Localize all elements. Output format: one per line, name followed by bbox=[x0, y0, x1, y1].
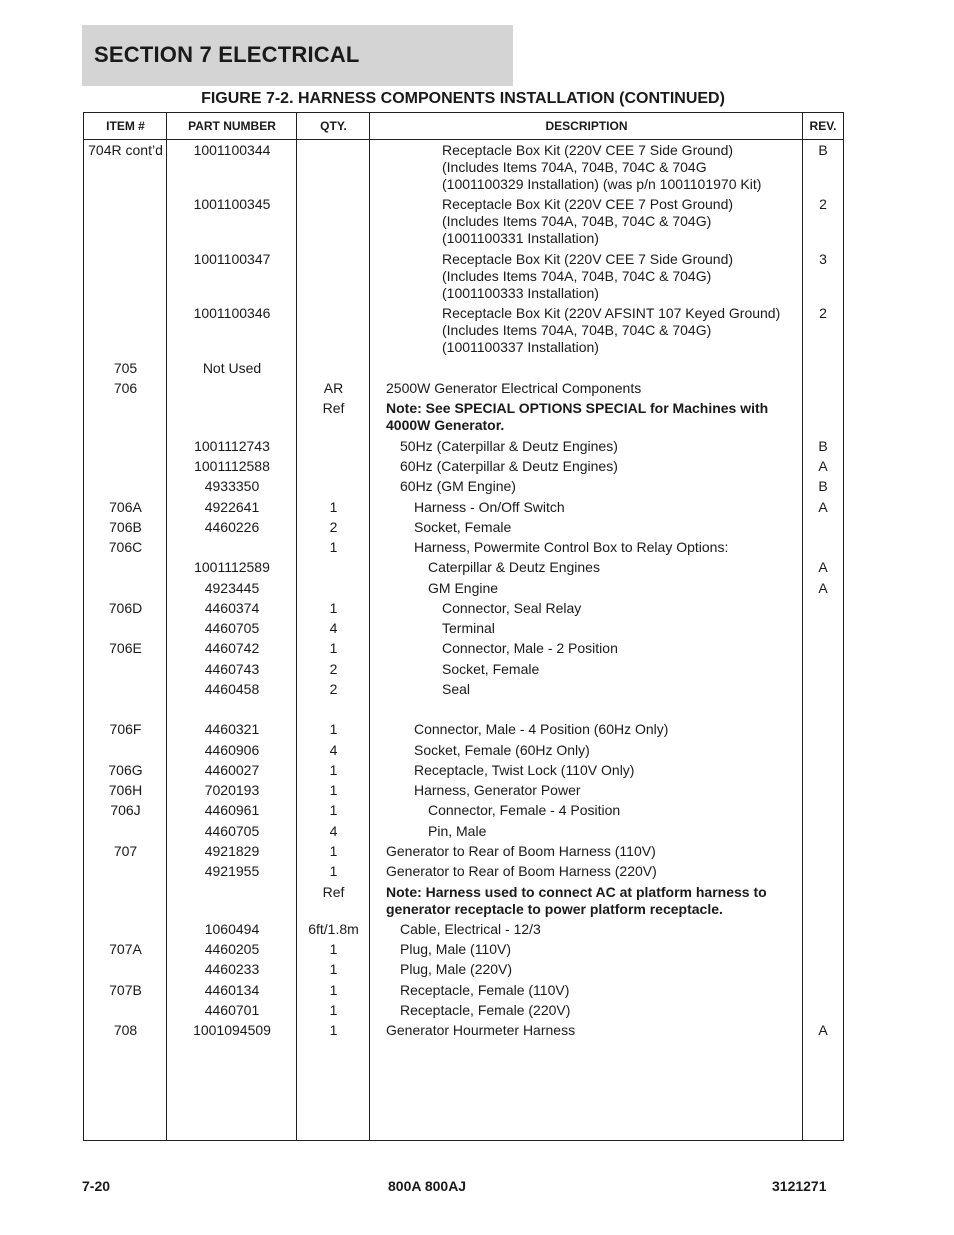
header-part-number: PART NUMBER bbox=[188, 119, 276, 133]
description-cell: Generator to Rear of Boom Harness (110V) bbox=[386, 843, 656, 859]
part-number-cell: 4460458 bbox=[204, 681, 260, 697]
qty-cell: 6ft/1.8m bbox=[308, 921, 359, 937]
rev-cell: 2 bbox=[819, 196, 827, 212]
description-cell: (Includes Items 704A, 704B, 704C & 704G) bbox=[442, 268, 712, 284]
part-number-cell: 4921829 bbox=[204, 843, 260, 859]
header-qty: QTY. bbox=[320, 119, 347, 133]
qty-cell: AR bbox=[323, 380, 344, 396]
description-cell: 50Hz (Caterpillar & Deutz Engines) bbox=[400, 438, 618, 454]
qty-cell: 1 bbox=[329, 762, 338, 778]
item-cell: 705 bbox=[113, 360, 138, 376]
part-number-cell: 1001112589 bbox=[194, 559, 270, 575]
item-cell: 706E bbox=[109, 640, 142, 656]
footer-doc-number: 3121271 bbox=[772, 1178, 827, 1194]
description-cell: Receptacle, Female (110V) bbox=[400, 982, 570, 998]
description-cell: (Includes Items 704A, 704B, 704C & 704G) bbox=[442, 322, 712, 338]
description-cell: Generator to Rear of Boom Harness (220V) bbox=[386, 863, 657, 879]
description-cell: generator receptacle to power platform receptacle. bbox=[386, 901, 723, 917]
part-number-cell: 4460705 bbox=[204, 620, 260, 636]
part-number-cell: 4460226 bbox=[204, 519, 260, 535]
part-number-cell: 4460205 bbox=[204, 941, 260, 957]
part-number-cell: 1001100347 bbox=[193, 251, 271, 267]
description-cell: Receptacle Box Kit (220V CEE 7 Side Ground) bbox=[442, 142, 734, 158]
description-cell: Harness, Powermite Control Box to Relay Options: bbox=[414, 539, 729, 555]
section-title: SECTION 7 ELECTRICAL bbox=[94, 42, 360, 67]
description-cell: 2500W Generator Electrical Components bbox=[386, 380, 642, 396]
description-cell: Socket, Female (60Hz Only) bbox=[414, 742, 590, 758]
part-number-cell: 4460134 bbox=[204, 982, 260, 998]
qty-cell: 1 bbox=[329, 982, 338, 998]
part-number-cell: 4460374 bbox=[204, 600, 260, 616]
qty-cell: 1 bbox=[329, 640, 338, 656]
part-number-cell: 1001112743 bbox=[194, 438, 270, 454]
item-cell: 706 bbox=[113, 380, 138, 396]
part-number-cell: 4921955 bbox=[204, 863, 260, 879]
rev-cell: B bbox=[818, 142, 828, 158]
qty-cell: 1 bbox=[329, 843, 338, 859]
qty-cell: Ref bbox=[322, 400, 345, 416]
part-number-cell: 4460027 bbox=[204, 762, 260, 778]
description-cell: Generator Hourmeter Harness bbox=[386, 1022, 576, 1038]
description-cell: Harness - On/Off Switch bbox=[414, 499, 565, 515]
description-cell: 4000W Generator. bbox=[386, 417, 505, 433]
qty-cell: 2 bbox=[329, 519, 338, 535]
description-cell: Receptacle Box Kit (220V CEE 7 Post Ground) bbox=[442, 196, 734, 212]
rev-cell: A bbox=[818, 458, 828, 474]
part-number-cell: 4460701 bbox=[204, 1002, 260, 1018]
item-cell: 706D bbox=[108, 600, 143, 616]
description-cell: Plug, Male (220V) bbox=[400, 961, 513, 977]
description-cell: (1001100333 Installation) bbox=[442, 285, 599, 301]
description-cell: (Includes Items 704A, 704B, 704C & 704G bbox=[442, 159, 707, 175]
item-cell: 706G bbox=[108, 762, 143, 778]
qty-cell: 4 bbox=[329, 823, 338, 839]
item-cell: 704R cont’d bbox=[88, 142, 163, 158]
description-cell: Receptacle Box Kit (220V CEE 7 Side Ground) bbox=[442, 251, 734, 267]
rev-cell: A bbox=[818, 559, 828, 575]
description-cell: Connector, Male - 2 Position bbox=[442, 640, 618, 656]
description-cell: GM Engine bbox=[428, 580, 499, 596]
description-cell: Plug, Male (110V) bbox=[400, 941, 512, 957]
description-cell: (1001100331 Installation) bbox=[442, 230, 599, 246]
description-cell: Harness, Generator Power bbox=[414, 782, 581, 798]
part-number-cell: 4923445 bbox=[204, 580, 260, 596]
qty-cell: 4 bbox=[329, 620, 338, 636]
part-number-cell: 4460742 bbox=[204, 640, 260, 656]
description-cell: 60Hz (Caterpillar & Deutz Engines) bbox=[400, 458, 618, 474]
part-number-cell: 4922641 bbox=[204, 499, 260, 515]
description-cell: Terminal bbox=[442, 620, 495, 636]
description-cell: Cable, Electrical - 12/3 bbox=[400, 921, 541, 937]
qty-cell: 2 bbox=[329, 681, 338, 697]
item-cell: 707 bbox=[113, 843, 138, 859]
qty-cell: 1 bbox=[329, 1002, 338, 1018]
qty-cell: 1 bbox=[329, 721, 338, 737]
description-cell: Connector, Male - 4 Position (60Hz Only) bbox=[414, 721, 669, 737]
description-cell: Receptacle, Twist Lock (110V Only) bbox=[414, 762, 635, 778]
qty-cell: 1 bbox=[329, 941, 338, 957]
description-cell: Receptacle Box Kit (220V AFSINT 107 Keyed Ground) bbox=[442, 305, 781, 321]
item-cell: 706F bbox=[109, 721, 142, 737]
part-number-cell: Not Used bbox=[202, 360, 262, 376]
description-cell: Seal bbox=[442, 681, 471, 697]
part-number-cell: 4933350 bbox=[204, 478, 260, 494]
part-number-cell: 1001100346 bbox=[193, 305, 271, 321]
qty-cell: 1 bbox=[329, 1022, 338, 1038]
part-number-cell: 1001100345 bbox=[193, 196, 271, 212]
part-number-cell: 4460705 bbox=[204, 823, 260, 839]
qty-cell: 2 bbox=[329, 661, 338, 677]
description-cell: Note: See SPECIAL OPTIONS SPECIAL for Machines with bbox=[386, 400, 769, 416]
description-cell: Receptacle, Female (220V) bbox=[400, 1002, 571, 1018]
part-number-cell: 4460961 bbox=[204, 802, 260, 818]
item-cell: 706B bbox=[109, 519, 142, 535]
section-banner bbox=[82, 25, 513, 86]
qty-cell: 1 bbox=[329, 961, 338, 977]
item-cell: 706C bbox=[108, 539, 143, 555]
part-number-cell: 1060494 bbox=[204, 921, 260, 937]
part-number-cell: 1001112588 bbox=[194, 458, 270, 474]
description-cell: Connector, Seal Relay bbox=[442, 600, 582, 616]
description-cell: Connector, Female - 4 Position bbox=[428, 802, 621, 818]
item-cell: 707A bbox=[109, 941, 142, 957]
item-cell: 706H bbox=[108, 782, 143, 798]
rev-cell: A bbox=[818, 499, 828, 515]
item-cell: 708 bbox=[113, 1022, 138, 1038]
rev-cell: A bbox=[818, 580, 828, 596]
qty-cell: 1 bbox=[329, 600, 338, 616]
rev-cell: B bbox=[818, 478, 828, 494]
description-cell: Note: Harness used to connect AC at platform harness to bbox=[386, 884, 767, 900]
rev-cell: A bbox=[818, 1022, 828, 1038]
footer-page-number: 7-20 bbox=[82, 1178, 111, 1194]
part-number-cell: 4460906 bbox=[204, 742, 260, 758]
figure-title: FIGURE 7-2. HARNESS COMPONENTS INSTALLATION (CONTINUED) bbox=[201, 90, 725, 107]
item-cell: 706A bbox=[109, 499, 142, 515]
description-cell: (Includes Items 704A, 704B, 704C & 704G) bbox=[442, 213, 712, 229]
footer-model: 800A 800AJ bbox=[388, 1178, 467, 1194]
description-cell: Caterpillar & Deutz Engines bbox=[428, 559, 600, 575]
part-number-cell: 4460321 bbox=[204, 721, 260, 737]
header-rev: REV. bbox=[809, 119, 837, 133]
qty-cell: 1 bbox=[329, 782, 338, 798]
description-cell: 60Hz (GM Engine) bbox=[400, 478, 516, 494]
qty-cell: 1 bbox=[329, 863, 338, 879]
part-number-cell: 4460233 bbox=[204, 961, 260, 977]
parts-table bbox=[83, 112, 844, 1141]
table-header-row bbox=[84, 113, 843, 140]
qty-cell: Ref bbox=[322, 884, 345, 900]
header-item: ITEM # bbox=[106, 119, 145, 133]
item-cell: 706J bbox=[110, 802, 141, 818]
description-cell: (1001100329 Installation) (was p/n 1001101970 Kit) bbox=[442, 176, 762, 192]
header-description: DESCRIPTION bbox=[545, 119, 628, 133]
rev-cell: 2 bbox=[819, 305, 827, 321]
part-number-cell: 7020193 bbox=[204, 782, 260, 798]
part-number-cell: 1001100344 bbox=[193, 142, 271, 158]
description-cell: Socket, Female bbox=[442, 661, 540, 677]
rev-cell: B bbox=[818, 438, 828, 454]
rev-cell: 3 bbox=[819, 251, 827, 267]
description-cell: (1001100337 Installation) bbox=[442, 339, 599, 355]
part-number-cell: 1001094509 bbox=[193, 1022, 271, 1038]
description-cell: Pin, Male bbox=[428, 823, 487, 839]
qty-cell: 1 bbox=[329, 539, 338, 555]
qty-cell: 4 bbox=[329, 742, 338, 758]
qty-cell: 1 bbox=[329, 499, 338, 515]
qty-cell: 1 bbox=[329, 802, 338, 818]
description-cell: Socket, Female bbox=[414, 519, 512, 535]
item-cell: 707B bbox=[109, 982, 142, 998]
part-number-cell: 4460743 bbox=[204, 661, 260, 677]
